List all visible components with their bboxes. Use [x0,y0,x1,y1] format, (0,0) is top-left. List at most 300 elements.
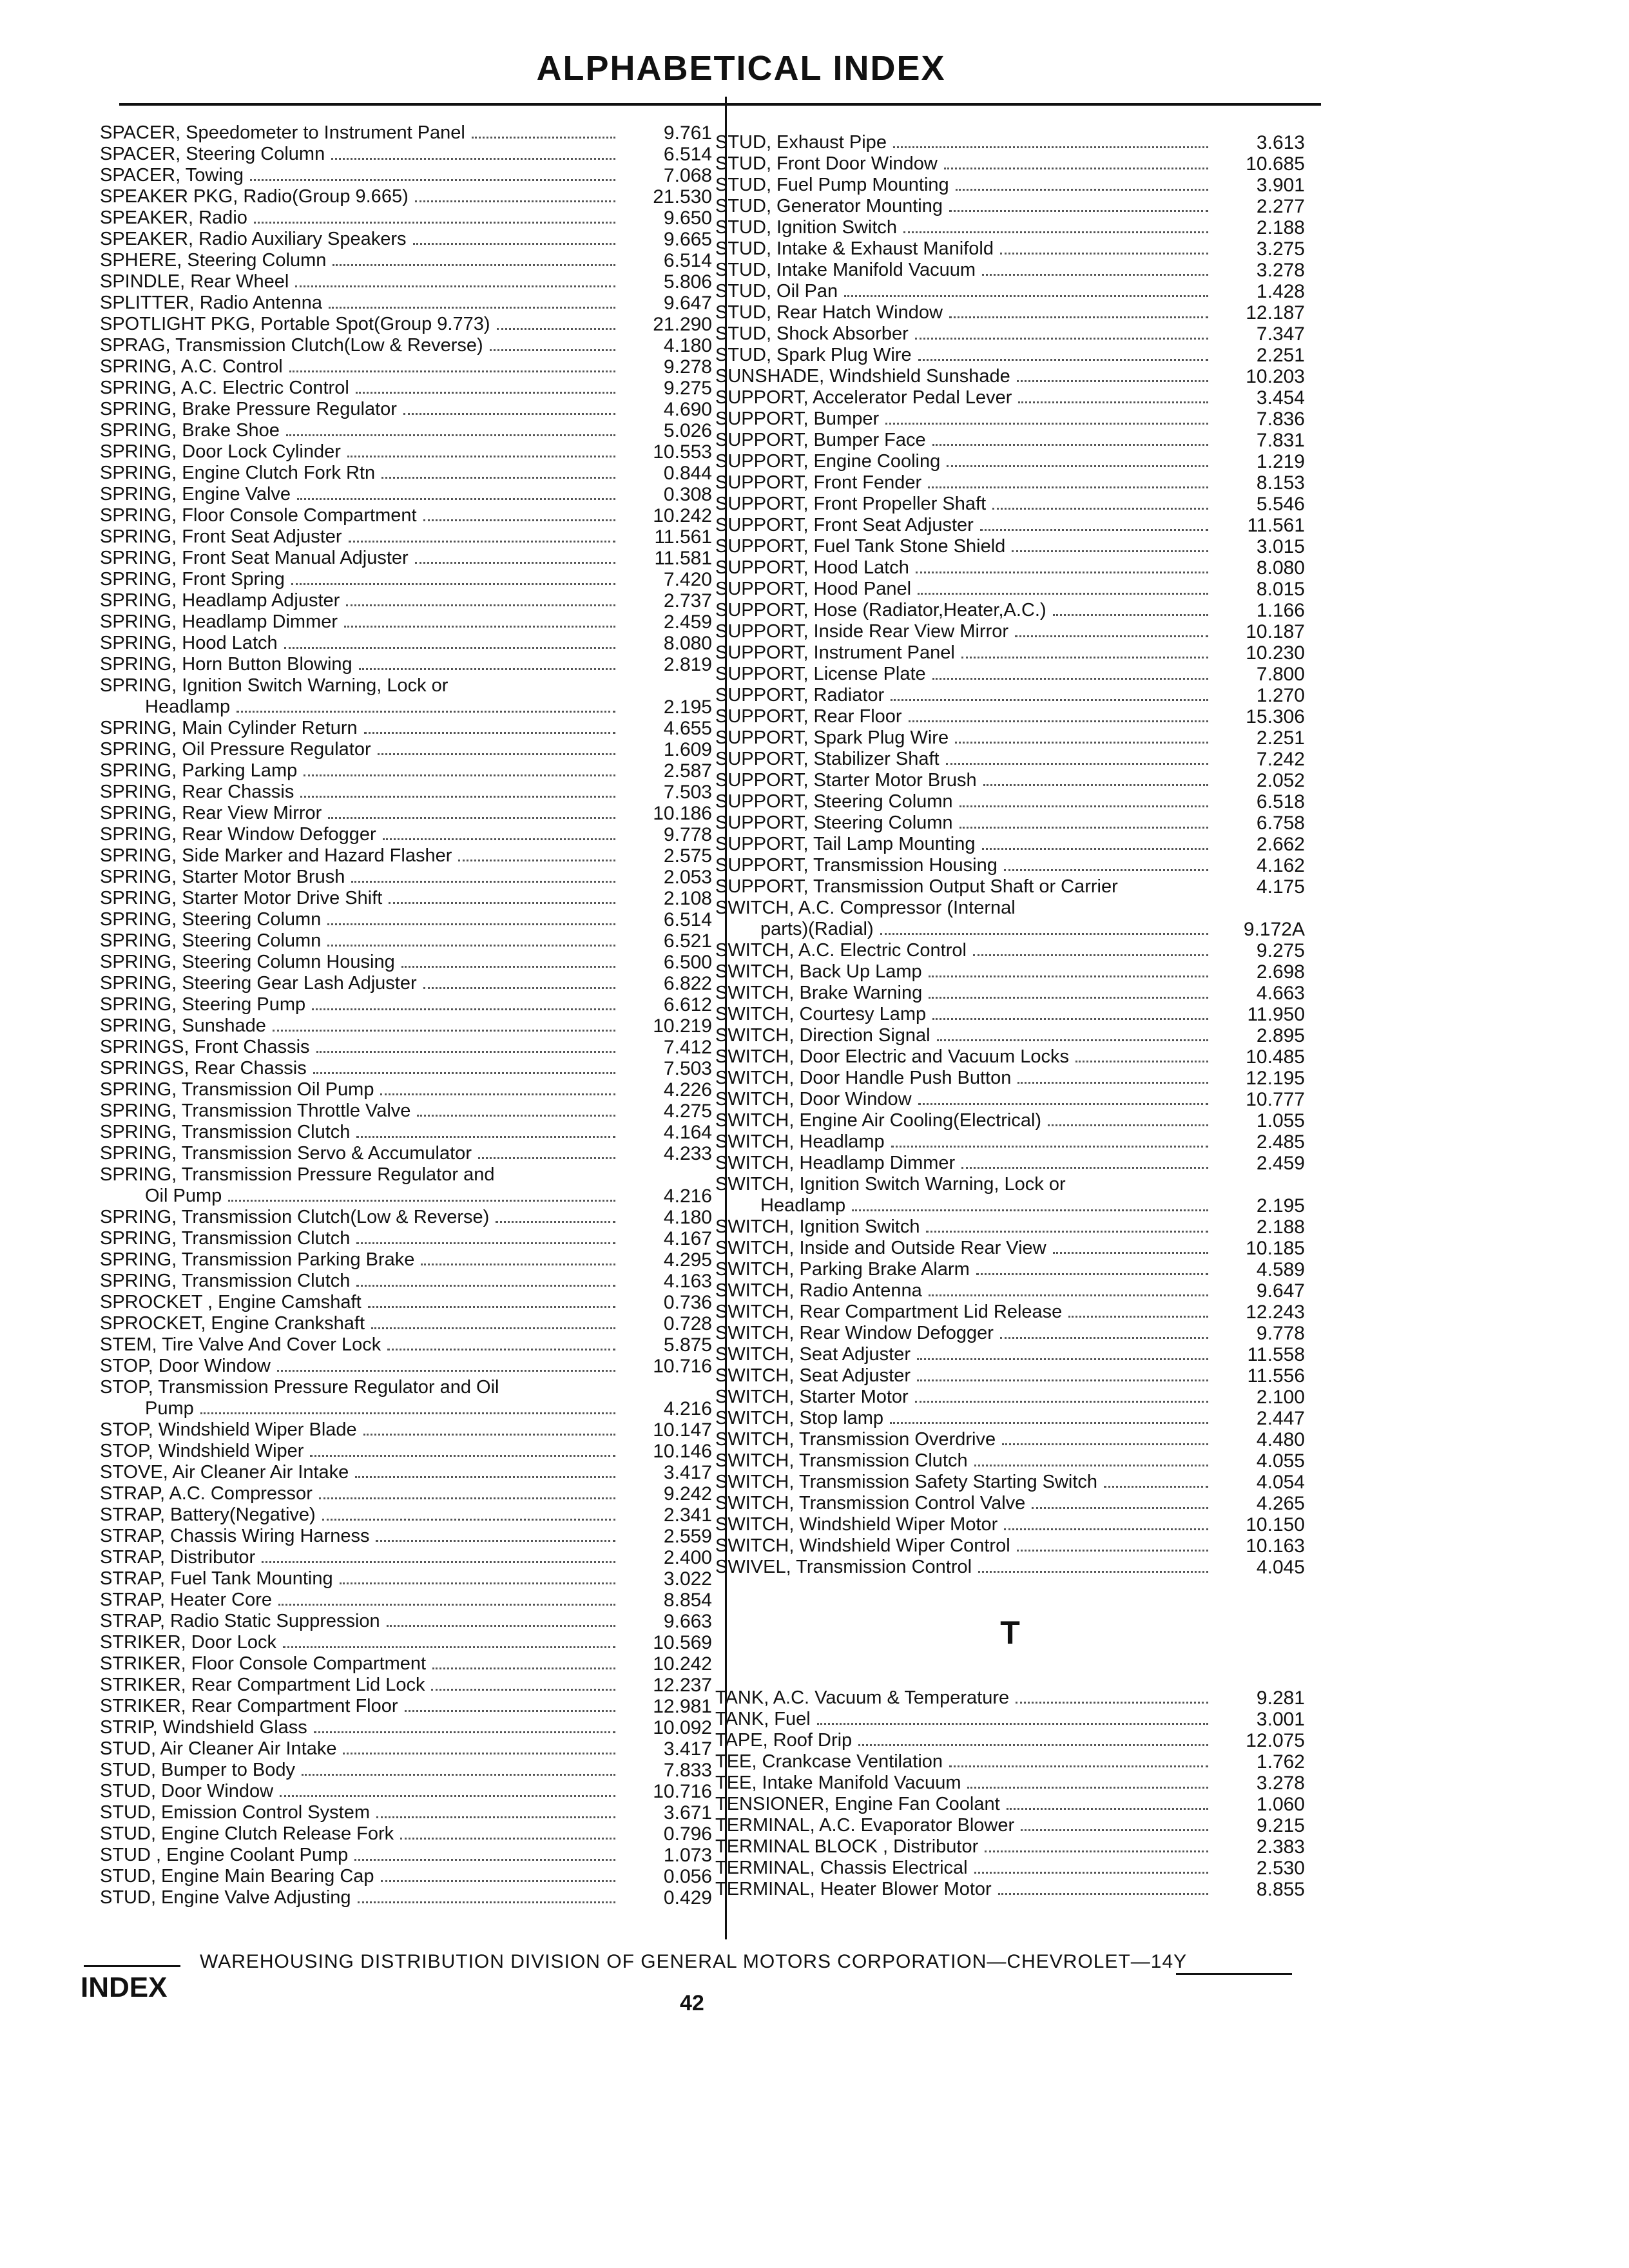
entry-reference-number: 9.278 [663,356,712,378]
entry-text: SPRING, Horn Button Blowing [100,654,352,675]
dot-leader [852,1209,1208,1211]
index-entry [100,1419,712,1441]
dot-leader [432,1667,615,1669]
entry-reference-number: 21.530 [653,186,712,207]
index-entry [715,366,1305,387]
entry-reference-number: 7.412 [663,1037,712,1058]
index-entry [715,323,1305,345]
right-index-column [715,132,1305,1900]
entry-text: STUD, Fuel Pump Mounting [715,175,949,195]
entry-reference-number: 7.503 [663,1058,712,1079]
entry-reference-number: 12.187 [1246,302,1305,323]
index-entry [100,1504,712,1526]
entry-reference-number: 9.647 [663,293,712,314]
entry-text: STUD, Shock Absorber [715,323,909,344]
index-entry [715,1195,1305,1216]
entry-text: SUPPORT, Tail Lamp Mounting [715,834,976,854]
entry-text: SWITCH, Ignition Switch Warning, Lock or [715,1174,1066,1195]
dot-leader [343,1753,615,1754]
index-entry [100,1228,712,1249]
dot-leader [932,1018,1208,1020]
dot-leader [349,541,615,543]
index-entry [100,909,712,930]
entry-reference-number: 3.454 [1256,387,1305,408]
index-entry [715,1493,1305,1514]
entry-text: SWITCH, Seat Adjuster [715,1344,911,1365]
index-entry [715,855,1305,876]
index-entry [100,760,712,782]
entry-text: TANK, A.C. Vacuum & Temperature [715,1687,1010,1708]
entry-text: SUPPORT, Starter Motor Brush [715,770,977,791]
index-entry [715,1429,1305,1450]
entry-text: SPRAG, Transmission Clutch(Low & Reverse) [100,335,483,356]
entry-reference-number: 2.341 [663,1504,712,1526]
index-entry [715,1773,1305,1794]
entry-reference-number: 9.650 [663,207,712,229]
entry-text: SUNSHADE, Windshield Sunshade [715,366,1010,387]
entry-reference-number: 6.500 [663,952,712,973]
entry-text: STRAP, Heater Core [100,1590,273,1610]
index-entry [715,1472,1305,1493]
dot-leader [980,529,1208,531]
entry-reference-number: 10.203 [1246,366,1305,387]
dot-leader [316,1051,615,1053]
entry-text: STRAP, Fuel Tank Mounting [100,1568,333,1589]
dot-leader [383,838,615,840]
dot-leader [415,200,615,202]
index-entry [100,1100,712,1122]
entry-text: STUD, Spark Plug Wire [715,345,912,365]
dot-leader [363,1434,615,1436]
entry-reference-number: 4.163 [663,1271,712,1292]
entry-text: SUPPORT, Stabilizer Shaft [715,749,940,769]
dot-leader [328,817,615,819]
entry-text: SPACER, Steering Column [100,144,325,164]
index-entry [100,1717,712,1738]
dot-leader [946,763,1208,765]
entry-reference-number: 10.685 [1246,153,1305,175]
dot-leader [417,1115,615,1117]
dot-leader [983,784,1208,786]
index-entry [715,1365,1305,1387]
index-entry [715,579,1305,600]
entry-reference-number: 3.015 [1256,536,1305,557]
entry-reference-number: 10.242 [653,505,712,526]
entry-text: STRIKER, Rear Compartment Floor [100,1696,398,1716]
dot-leader [400,1838,615,1840]
entry-reference-number: 4.226 [663,1079,712,1100]
index-entry [715,706,1305,727]
dot-leader [944,168,1208,169]
dot-leader [401,966,615,968]
entry-text: STUD, Intake & Exhaust Manifold [715,238,994,259]
dot-leader [347,456,615,457]
dot-leader [458,860,615,861]
dot-leader [1007,1808,1208,1810]
entry-reference-number: 2.485 [1256,1131,1305,1153]
entry-reference-number: 2.698 [1256,961,1305,983]
entry-text: SUPPORT, Bumper [715,408,880,429]
index-entry [100,1845,712,1866]
entry-reference-number: 8.080 [1256,557,1305,579]
index-entry [715,238,1305,260]
dot-leader [278,1604,615,1606]
entry-reference-number: 2.251 [1256,727,1305,749]
entry-text: SPRINGS, Front Chassis [100,1037,310,1057]
entry-text: STUD, Engine Valve Adjusting [100,1887,351,1908]
dot-leader [376,1540,615,1542]
entry-text: SPRING, Headlamp Dimmer [100,611,338,632]
index-entry [100,526,712,548]
entry-text: SPRING, Starter Motor Brush [100,867,345,887]
entry-text: SPRING, Door Lock Cylinder [100,441,341,462]
dot-leader [967,1787,1208,1789]
index-entry [715,1450,1305,1472]
dot-leader [497,328,615,330]
index-entry [715,1815,1305,1836]
dot-leader [918,1103,1208,1105]
entry-reference-number: 4.054 [1256,1472,1305,1493]
entry-reference-number: 9.663 [663,1611,712,1632]
dot-leader [885,423,1208,425]
entry-reference-number: 7.831 [1256,430,1305,451]
dot-leader [961,1167,1208,1169]
dot-leader [1004,869,1208,871]
entry-text: STRAP, Radio Static Suppression [100,1611,380,1631]
entry-text: SPRING, Transmission Servo & Accumulator [100,1143,472,1164]
index-entry [715,1535,1305,1557]
section-letter-t: T [1000,1615,1020,1651]
index-entry [100,1611,712,1632]
entry-text: SWITCH, Ignition Switch [715,1216,920,1237]
index-entry [715,451,1305,472]
entry-text: SPRING, Rear View Mirror [100,803,322,823]
entry-reference-number: 2.575 [663,845,712,867]
entry-reference-number: 10.092 [653,1717,712,1738]
entry-reference-number: 2.053 [663,867,712,888]
entry-text: SWITCH, Windshield Wiper Motor [715,1514,998,1535]
index-entry [100,1738,712,1760]
entry-text: SWITCH, Inside and Outside Rear View [715,1238,1046,1258]
entry-text: TANK, Fuel [715,1709,811,1729]
index-entry [715,1557,1305,1578]
dot-leader [929,997,1208,999]
entry-reference-number: 3.275 [1256,238,1305,260]
entry-text: STRIKER, Rear Compartment Lid Lock [100,1675,425,1695]
entry-text: SWITCH, Radio Antenna [715,1280,922,1301]
entry-reference-number: 2.459 [1256,1153,1305,1174]
entry-text: SPRING, Transmission Pressure Regulator and [100,1164,495,1185]
dot-leader [974,1465,1208,1466]
entry-reference-number: 3.901 [1256,175,1305,196]
entry-reference-number: 5.026 [663,420,712,441]
dot-leader [478,1157,615,1159]
index-entry [715,1238,1305,1259]
entry-text: SWITCH, Seat Adjuster [715,1365,911,1386]
dot-leader [356,1285,615,1287]
entry-text: STRIP, Windshield Glass [100,1717,307,1738]
entry-text: SUPPORT, Rear Floor [715,706,902,727]
dot-leader [313,1072,615,1074]
index-entry [100,930,712,952]
entry-text: SPRING, Main Cylinder Return [100,718,358,738]
entry-text: SUPPORT, Front Fender [715,472,922,493]
page-number: 42 [680,1991,704,2015]
dot-leader [472,137,615,139]
entry-reference-number: 10.185 [1246,1238,1305,1259]
index-entry [715,1687,1305,1709]
entry-reference-number: 5.806 [663,271,712,293]
index-entry [100,718,712,739]
entry-text: TEE, Intake Manifold Vacuum [715,1773,961,1793]
dot-leader [955,742,1208,744]
entry-text: SWITCH, A.C. Electric Control [715,940,967,961]
entry-text: SWITCH, Rear Compartment Lid Release [715,1302,1063,1322]
entry-reference-number: 9.647 [1256,1280,1305,1302]
entry-text: SPRING, Steering Column Housing [100,952,395,972]
entry-reference-number: 7.347 [1256,323,1305,345]
dot-leader [915,1401,1208,1403]
entry-reference-number: 8.153 [1256,472,1305,494]
index-entry [715,472,1305,494]
entry-text: SWITCH, Parking Brake Alarm [715,1259,970,1280]
right-entries [715,132,1305,1578]
index-entry [100,888,712,909]
entry-reference-number: 9.665 [663,229,712,250]
entry-text: SPRING, Transmission Oil Pump [100,1079,374,1100]
dot-leader [302,1774,615,1776]
entry-reference-number: 2.052 [1256,770,1305,791]
entry-text: SWITCH, Back Up Lamp [715,961,922,982]
entry-reference-number: 2.819 [663,654,712,675]
entry-reference-number: 9.172A [1243,919,1305,940]
entry-text: STRAP, Battery(Negative) [100,1504,316,1525]
dot-leader [817,1723,1208,1725]
entry-reference-number: 11.950 [1247,1004,1305,1025]
entry-text: SPRING, Transmission Throttle Valve [100,1100,411,1121]
entry-text: SPRING, Ignition Switch Warning, Lock or [100,675,448,696]
index-entry [715,1068,1305,1089]
dot-leader [1053,1252,1208,1254]
entry-text: SUPPORT, Hood Latch [715,557,909,578]
entry-reference-number: 21.290 [653,314,712,335]
entry-reference-number: 4.233 [663,1143,712,1164]
entry-text: STOP, Door Window [100,1356,271,1376]
entry-text: SUPPORT, Hose (Radiator,Heater,A.C.) [715,600,1046,620]
index-entry [100,994,712,1015]
dot-leader [490,349,615,351]
entry-reference-number: 10.485 [1246,1046,1305,1068]
entry-text: TERMINAL, Heater Blower Motor [715,1879,992,1899]
index-entry [100,484,712,505]
entry-text: SPRING, Engine Valve [100,484,291,505]
index-entry [100,1675,712,1696]
entry-text: STOP, Transmission Pressure Regulator and Oil [100,1377,499,1398]
entry-text: SPEAKER, Radio [100,207,247,228]
index-entry [100,1653,712,1675]
dot-leader [1017,1550,1208,1552]
entry-reference-number: 4.216 [663,1398,712,1419]
entry-text: STRAP, A.C. Compressor [100,1483,313,1504]
entry-reference-number: 3.001 [1256,1709,1305,1730]
entry-reference-number: 12.981 [653,1696,712,1717]
index-entry [100,505,712,526]
index-entry [715,898,1305,919]
entry-text: STUD, Ignition Switch [715,217,898,238]
dot-leader [891,1146,1208,1148]
index-entry [715,1216,1305,1238]
index-entry [100,293,712,314]
entry-reference-number: 0.728 [663,1313,712,1334]
dot-leader [312,1008,615,1010]
index-entry [715,175,1305,196]
entry-text: SPEAKER, Radio Auxiliary Speakers [100,229,407,249]
entry-text: STUD, Rear Hatch Window [715,302,943,323]
entry-text: SUPPORT, Transmission Output Shaft or Carrier [715,876,1118,897]
entry-text: SPRING, Side Marker and Hazard Flasher [100,845,452,866]
entry-reference-number: 3.671 [663,1802,712,1823]
entry-text: STOP, Windshield Wiper Blade [100,1419,357,1440]
dot-leader [915,338,1208,340]
entry-text: STOP, Windshield Wiper [100,1441,304,1461]
entry-text: SPRING, Transmission Clutch [100,1228,351,1249]
dot-leader [423,987,615,989]
entry-text: TERMINAL, A.C. Evaporator Blower [715,1815,1015,1836]
entry-reference-number: 1.060 [1256,1794,1305,1815]
dot-leader [355,1476,615,1478]
entry-reference-number: 7.068 [663,165,712,186]
entry-reference-number: 3.613 [1256,132,1305,153]
index-entry [100,611,712,633]
entry-text: SPACER, Towing [100,165,244,186]
entry-reference-number: 6.758 [1256,812,1305,834]
dot-leader [1018,401,1208,403]
entry-text: SUPPORT, License Plate [715,664,926,684]
entry-text: SUPPORT, Bumper Face [715,430,926,450]
entry-text: SPACER, Speedometer to Instrument Panel [100,122,465,143]
entry-text: SWITCH, Courtesy Lamp [715,1004,927,1024]
dot-leader [421,1264,615,1265]
entry-text: SWITCH, Windshield Wiper Control [715,1535,1010,1556]
index-entry [715,302,1305,323]
dot-leader [327,923,615,925]
dot-leader [228,1200,615,1202]
entry-reference-number: 10.569 [653,1632,712,1653]
entry-reference-number: 3.417 [663,1462,712,1483]
index-entry [100,165,712,186]
entry-reference-number: 4.295 [663,1249,712,1271]
entry-text: SWITCH, Brake Warning [715,983,923,1003]
entry-text: STUD , Engine Coolant Pump [100,1845,349,1865]
index-entry [715,1131,1305,1153]
entry-reference-number: 9.778 [1256,1323,1305,1344]
dot-leader [891,699,1208,701]
index-entry [715,919,1305,940]
index-entry [715,1879,1305,1900]
entry-reference-number: 1.219 [1256,451,1305,472]
entry-reference-number: 10.242 [653,1653,712,1675]
index-entry [100,1696,712,1717]
index-entry [100,207,712,229]
entry-text: SWITCH, Direction Signal [715,1025,930,1046]
dot-leader [974,1872,1208,1874]
dot-leader [949,316,1208,318]
entry-reference-number: 1.055 [1256,1110,1305,1131]
dot-leader [200,1412,615,1414]
entry-text: SPROCKET , Engine Camshaft [100,1292,361,1312]
dot-leader [331,158,615,160]
entry-reference-number: 9.281 [1256,1687,1305,1709]
dot-leader [333,264,615,266]
footer-rule-left [84,1965,180,1967]
dot-leader [368,1306,615,1308]
index-entry [100,803,712,824]
dot-leader [956,189,1208,191]
index-entry [100,1292,712,1313]
entry-text: STUD, Emission Control System [100,1802,370,1823]
entry-text: SPRING, Rear Chassis [100,782,294,802]
entry-text: SUPPORT, Fuel Tank Stone Shield [715,536,1006,557]
dot-leader [1002,1443,1208,1445]
index-entry [100,1207,712,1228]
index-entry [100,569,712,590]
entry-text: SPRING, Floor Console Compartment [100,505,417,526]
entry-reference-number: 2.447 [1256,1408,1305,1429]
dot-leader [976,1273,1208,1275]
index-entry [715,664,1305,685]
entry-reference-number: 4.167 [663,1228,712,1249]
index-entry [715,1794,1305,1815]
dot-leader [932,678,1208,680]
index-entry [715,408,1305,430]
entry-text: SUPPORT, Steering Column [715,812,953,833]
dot-leader [1104,1486,1208,1488]
dot-leader [389,902,615,904]
dot-leader [304,774,615,776]
index-entry [100,548,712,569]
entry-text: SPRING, Starter Motor Drive Shift [100,888,383,908]
dot-leader [381,477,615,479]
dot-leader [405,1710,615,1712]
index-entry [715,1751,1305,1773]
footer-text: WAREHOUSING DISTRIBUTION DIVISION OF GENERAL MOTORS CORPORATION—CHEVROLET—14Y [200,1951,1188,1972]
index-entry [100,952,712,973]
index-entry [100,590,712,611]
index-entry [100,441,712,463]
dot-leader [918,359,1208,361]
entry-text: SPROCKET, Engine Crankshaft [100,1313,365,1334]
dot-leader [1053,614,1208,616]
entry-reference-number: 4.055 [1256,1450,1305,1472]
index-entry [100,1079,712,1100]
entry-reference-number: 11.558 [1247,1344,1305,1365]
entry-reference-number: 0.429 [663,1887,712,1908]
index-entry [715,642,1305,664]
entry-reference-number: 2.530 [1256,1858,1305,1879]
index-entry [100,1334,712,1356]
index-entry [100,1441,712,1462]
index-entry [100,1823,712,1845]
entry-text: SWITCH, Stop lamp [715,1408,884,1428]
entry-reference-number: 0.736 [663,1292,712,1313]
entry-reference-number: 10.163 [1246,1535,1305,1557]
entry-reference-number: 2.277 [1256,196,1305,217]
entry-text: SPRING, Parking Lamp [100,760,298,781]
index-entry [100,122,712,144]
index-entry [715,1302,1305,1323]
left-index-column [100,122,712,1908]
entry-text: TEE, Crankcase Ventilation [715,1751,943,1772]
